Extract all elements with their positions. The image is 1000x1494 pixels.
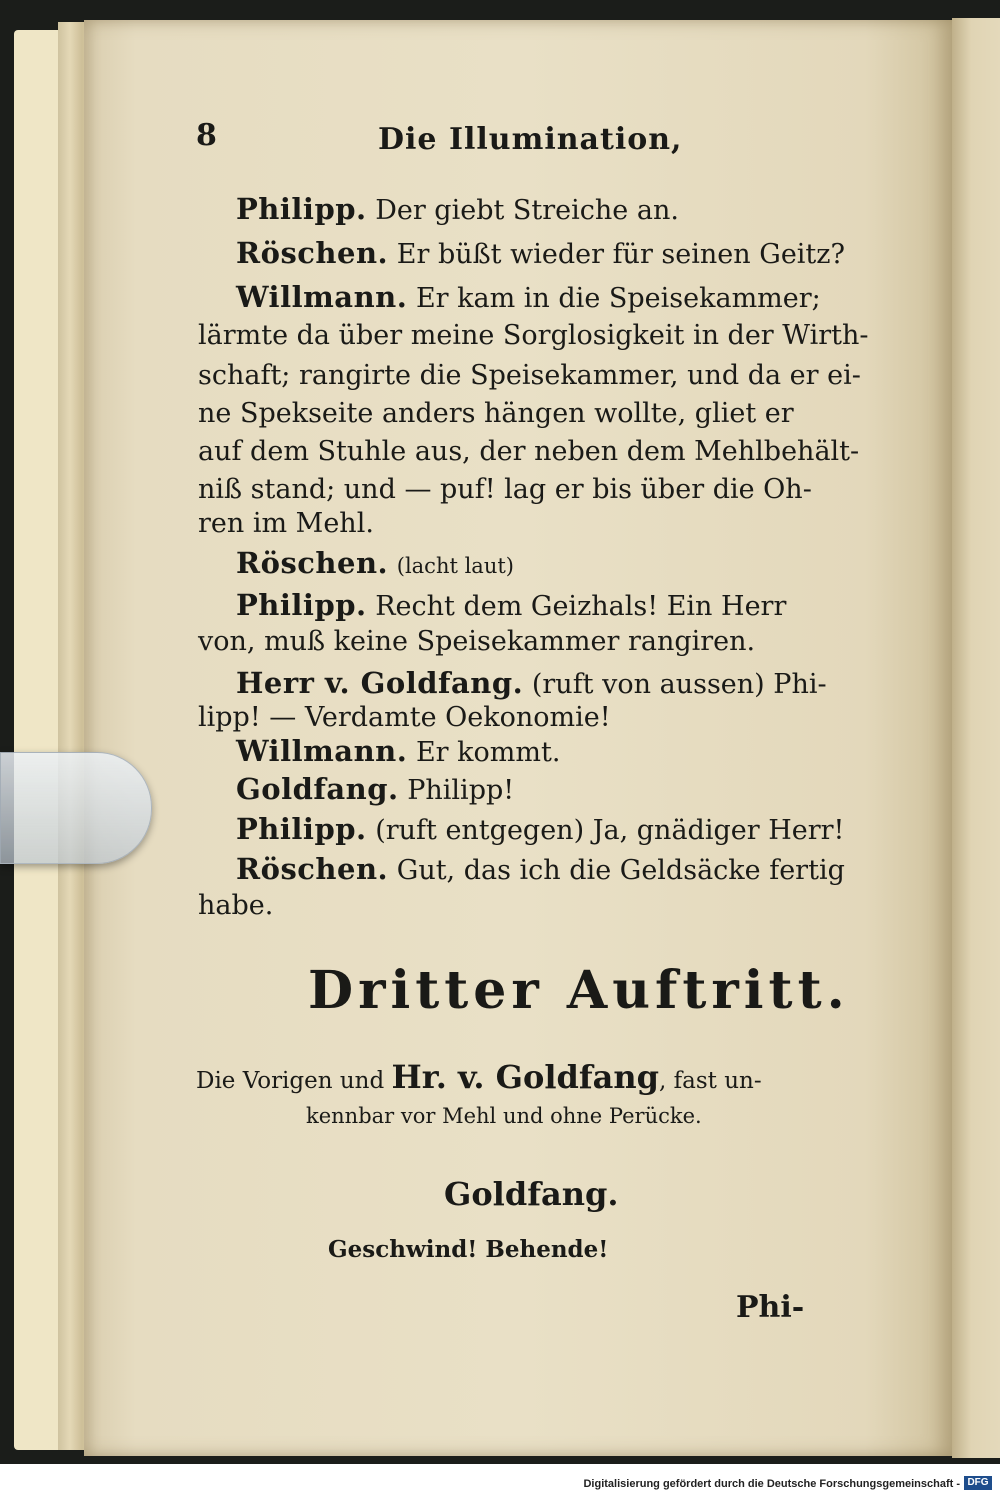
dialogue-line bbox=[198, 436, 859, 467]
dialogue-line bbox=[236, 812, 844, 846]
line-text: (ruft entgegen) Ja, gnädiger Herr! bbox=[375, 815, 845, 846]
speaker-name: Herr v. Goldfang. bbox=[236, 666, 524, 700]
scene-desc-post: , fast un- bbox=[658, 1068, 762, 1094]
line-text: schaft; rangirte die Speisekammer, und da er ei- bbox=[198, 360, 861, 391]
facing-page-edge bbox=[952, 18, 1000, 1458]
spoken-command: Geschwind! Behende! bbox=[328, 1236, 609, 1263]
digitization-credit: Digitalisierung gefördert durch die Deutsche Forschungsgemeinschaft - bbox=[583, 1478, 960, 1490]
line-text: Gut, das ich die Geldsäcke fertig bbox=[396, 855, 845, 886]
line-text: ren im Mehl. bbox=[198, 508, 374, 539]
dialogue-line bbox=[236, 546, 514, 580]
dialogue-line bbox=[198, 474, 812, 505]
dialogue-line bbox=[236, 772, 514, 806]
speaker-name: Willmann. bbox=[236, 734, 408, 768]
dialogue-line bbox=[236, 280, 821, 314]
speaker-name: Röschen. bbox=[236, 236, 389, 270]
line-text: Er büßt wieder für seinen Geitz? bbox=[396, 239, 845, 270]
line-text: habe. bbox=[198, 890, 274, 921]
dialogue-line bbox=[236, 852, 845, 886]
line-text: von, muß keine Speisekammer rangiren. bbox=[198, 626, 756, 657]
line-text: niß stand; und — puf! lag er bis über die Oh- bbox=[198, 474, 812, 505]
speaker-name: Röschen. bbox=[236, 852, 389, 886]
speaker-name: Röschen. bbox=[236, 546, 389, 580]
dfg-logo: DFG bbox=[964, 1476, 992, 1490]
line-text: Philipp! bbox=[407, 775, 515, 806]
scene-desc-name: Hr. v. Goldfang bbox=[391, 1058, 659, 1096]
dialogue-line bbox=[198, 360, 861, 391]
dialogue-line bbox=[198, 508, 374, 539]
speaker-name: Philipp. bbox=[236, 588, 367, 622]
page-number: 8 bbox=[196, 118, 217, 153]
dialogue-line bbox=[236, 588, 786, 622]
dialogue-line bbox=[198, 626, 755, 657]
dialogue-line bbox=[198, 702, 611, 733]
line-text: ne Spekseite anders hängen wollte, gliet er bbox=[198, 398, 794, 429]
scene-description bbox=[196, 1058, 762, 1096]
speaker-name: Willmann. bbox=[236, 280, 408, 314]
speaker-heading: Goldfang. bbox=[444, 1175, 619, 1213]
dialogue-line bbox=[236, 734, 560, 768]
speaker-name: Goldfang. bbox=[236, 772, 399, 806]
dialogue-line bbox=[198, 320, 868, 351]
line-text: Recht dem Geizhals! Ein Herr bbox=[375, 591, 787, 622]
dialogue-line bbox=[198, 398, 794, 429]
dialogue-line bbox=[236, 192, 679, 226]
line-text: Er kam in die Speisekammer; bbox=[415, 283, 821, 314]
line-text: lipp! — Verdamte Oekonomie! bbox=[198, 702, 611, 733]
dialogue-line bbox=[236, 666, 827, 700]
line-text: lärmte da über meine Sorglosigkeit in der Wirth- bbox=[198, 320, 869, 351]
page-holder-clip bbox=[0, 752, 152, 864]
dialogue-line bbox=[236, 236, 845, 270]
line-text: Er kommt. bbox=[415, 737, 561, 768]
speaker-name: Philipp. bbox=[236, 812, 367, 846]
speaker-name: Philipp. bbox=[236, 192, 367, 226]
dialogue-line bbox=[198, 890, 273, 921]
scene-title: Dritter Auftritt. bbox=[308, 960, 850, 1021]
scene-desc-pre: Die Vorigen und bbox=[196, 1068, 385, 1094]
catchword: Phi- bbox=[736, 1290, 805, 1325]
line-text: Der giebt Streiche an. bbox=[375, 195, 679, 226]
stage-direction: (lacht laut) bbox=[396, 554, 514, 578]
line-text: auf dem Stuhle aus, der neben dem Mehlbehält- bbox=[198, 436, 860, 467]
running-head: Die Illumination, bbox=[378, 122, 683, 157]
scene-description-line2: kennbar vor Mehl und ohne Perücke. bbox=[306, 1104, 702, 1128]
line-text: (ruft von aussen) Phi- bbox=[531, 669, 827, 700]
